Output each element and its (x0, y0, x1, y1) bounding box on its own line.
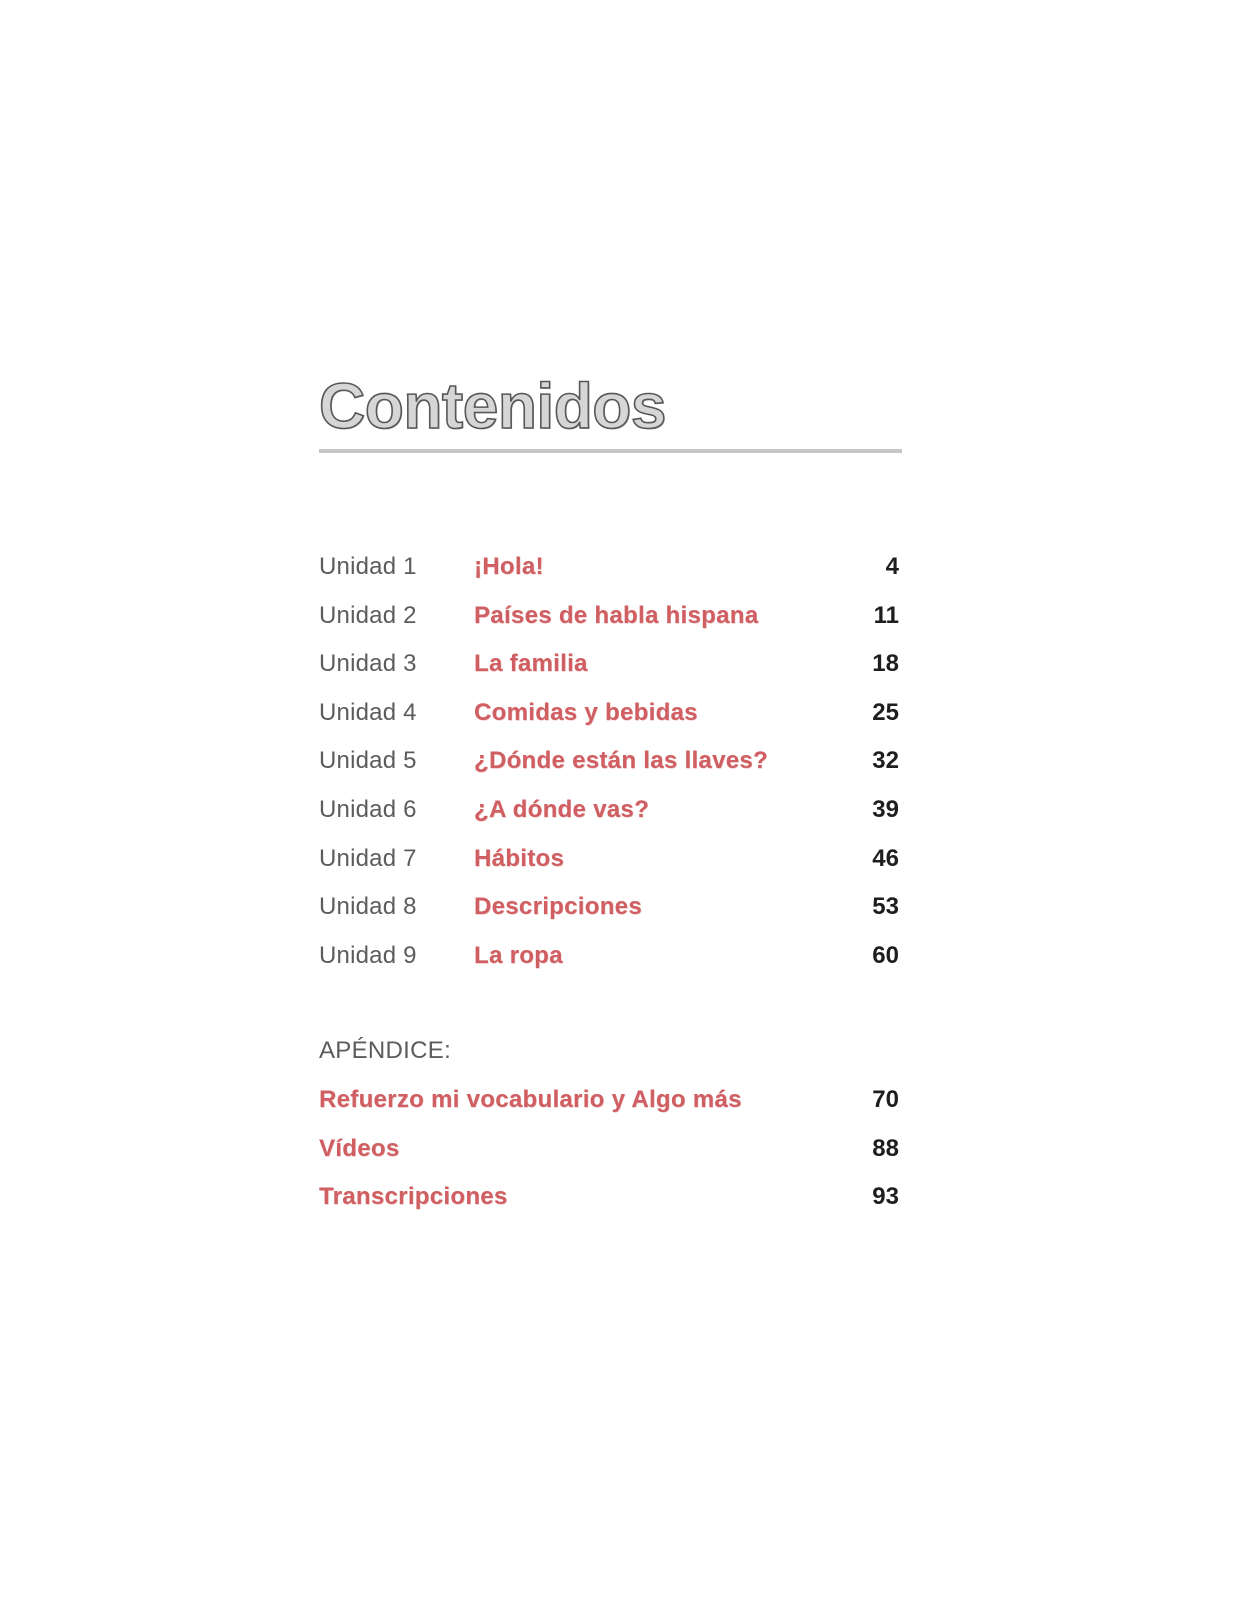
toc-entry-unit-9[interactable] (319, 934, 899, 983)
page-number: 39 (872, 795, 899, 823)
unit-label: Unidad 8 (319, 893, 417, 921)
unit-title: Hábitos (474, 844, 565, 872)
appendix-title: Transcripciones (319, 1183, 508, 1210)
page-number: 70 (872, 1086, 899, 1113)
page-number: 88 (872, 1134, 899, 1162)
unit-title: ¿Dónde están las llaves? (474, 747, 768, 775)
page-number: 25 (872, 698, 899, 726)
toc-entry-unit-2[interactable] (319, 594, 899, 643)
page-title: Contenidos (319, 370, 666, 442)
unit-label: Unidad 4 (319, 698, 417, 726)
unit-title: La familia (474, 650, 588, 678)
page-number: 93 (872, 1183, 899, 1210)
unit-label: Unidad 7 (319, 844, 417, 872)
unit-label: Unidad 5 (319, 747, 417, 775)
toc-entry-unit-8[interactable] (319, 885, 899, 934)
unit-title: Comidas y bebidas (474, 698, 698, 726)
page-number: 53 (872, 893, 899, 921)
page-number: 11 (873, 601, 899, 629)
toc-entry-unit-7[interactable] (319, 837, 899, 886)
appendix-entry-videos[interactable] (319, 1127, 899, 1176)
unit-title: ¡Hola! (474, 553, 544, 580)
appendix-entry-vocabulario[interactable] (319, 1078, 899, 1127)
unit-label: Unidad 3 (319, 650, 417, 678)
toc-entry-unit-6[interactable] (319, 788, 899, 837)
unit-label: Unidad 2 (319, 601, 417, 629)
unit-label: Unidad 9 (319, 941, 417, 969)
appendix-entry-transcripciones[interactable] (319, 1175, 899, 1224)
unit-title: Descripciones (474, 893, 642, 921)
toc-entry-unit-4[interactable] (319, 691, 899, 740)
page-number: 4 (885, 553, 899, 580)
title-underline (319, 449, 902, 453)
page-number: 46 (872, 844, 899, 872)
unit-title: La ropa (474, 941, 563, 969)
appendix-list (319, 1078, 899, 1224)
unit-label: Unidad 6 (319, 795, 417, 823)
toc-entry-unit-5[interactable] (319, 739, 899, 788)
page-number: 18 (872, 650, 899, 678)
appendix-heading: APÉNDICE: (319, 1037, 452, 1064)
units-list (319, 545, 899, 982)
unit-label: Unidad 1 (319, 553, 417, 580)
appendix-title: Vídeos (319, 1134, 400, 1162)
toc-entry-unit-3[interactable] (319, 642, 899, 691)
appendix-title: Refuerzo mi vocabulario y Algo más (319, 1086, 742, 1113)
page-number: 32 (872, 747, 899, 775)
unit-title: Países de habla hispana (474, 601, 759, 629)
unit-title: ¿A dónde vas? (474, 795, 650, 823)
page-number: 60 (872, 941, 899, 969)
toc-entry-unit-1[interactable] (319, 545, 899, 594)
